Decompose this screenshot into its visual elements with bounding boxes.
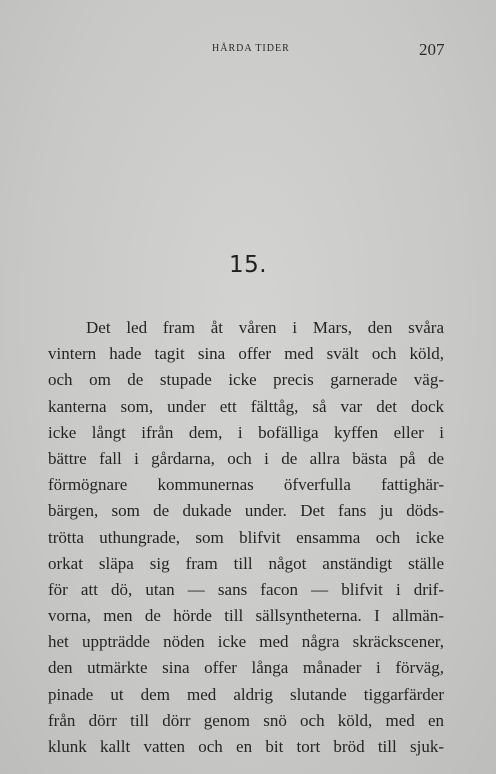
text-line: trötta uthungrade, som blifvit ensamma och icke [48, 527, 444, 547]
running-title: HÅRDA TIDER [212, 43, 290, 54]
text-line: icke långt ifrån dem, i bofälliga kyffen eller i [48, 422, 444, 442]
page-number: 207 [419, 40, 445, 59]
text-line: vintern hade tagit sina offer med svält och köld, [48, 344, 444, 364]
text-line: förmögnare kommunernas öfverfulla fattighär- [48, 475, 444, 495]
text-line: het uppträdde nöden icke med några skräckscener, [48, 632, 444, 652]
text-line: klunk kallt vatten och en bit tort bröd till sjuk- [48, 737, 444, 756]
text-line: pinade ut dem med aldrig slutande tiggarfärder [48, 684, 444, 704]
running-head [0, 40, 496, 60]
text-line: Det led fram åt våren i Mars, den svåra [86, 318, 444, 337]
text-line: vorna, men de hörde till sällsyntheterna. I allmän- [48, 606, 444, 626]
text-line: den utmärkte sina offer långa månader i förväg, [48, 658, 444, 678]
text-line: bärgen, som de dukade under. Det fans ju döds- [48, 501, 444, 521]
chapter-number: 15. [228, 252, 268, 278]
text-line: kanterna som, under ett fälttåg, så var det dock [48, 396, 444, 416]
body-text [48, 315, 444, 760]
text-line: för att dö, utan — sans facon — blifvit i drif- [48, 579, 444, 599]
text-line: bättre fall i gårdarna, och i de allra bästa på de [48, 448, 444, 468]
text-line: och om de stupade icke precis garnerade väg- [48, 370, 444, 390]
text-line: från dörr till dörr genom snö och köld, med en [48, 710, 444, 730]
text-line: orkat släpa sig fram till något anständigt ställe [48, 553, 444, 573]
